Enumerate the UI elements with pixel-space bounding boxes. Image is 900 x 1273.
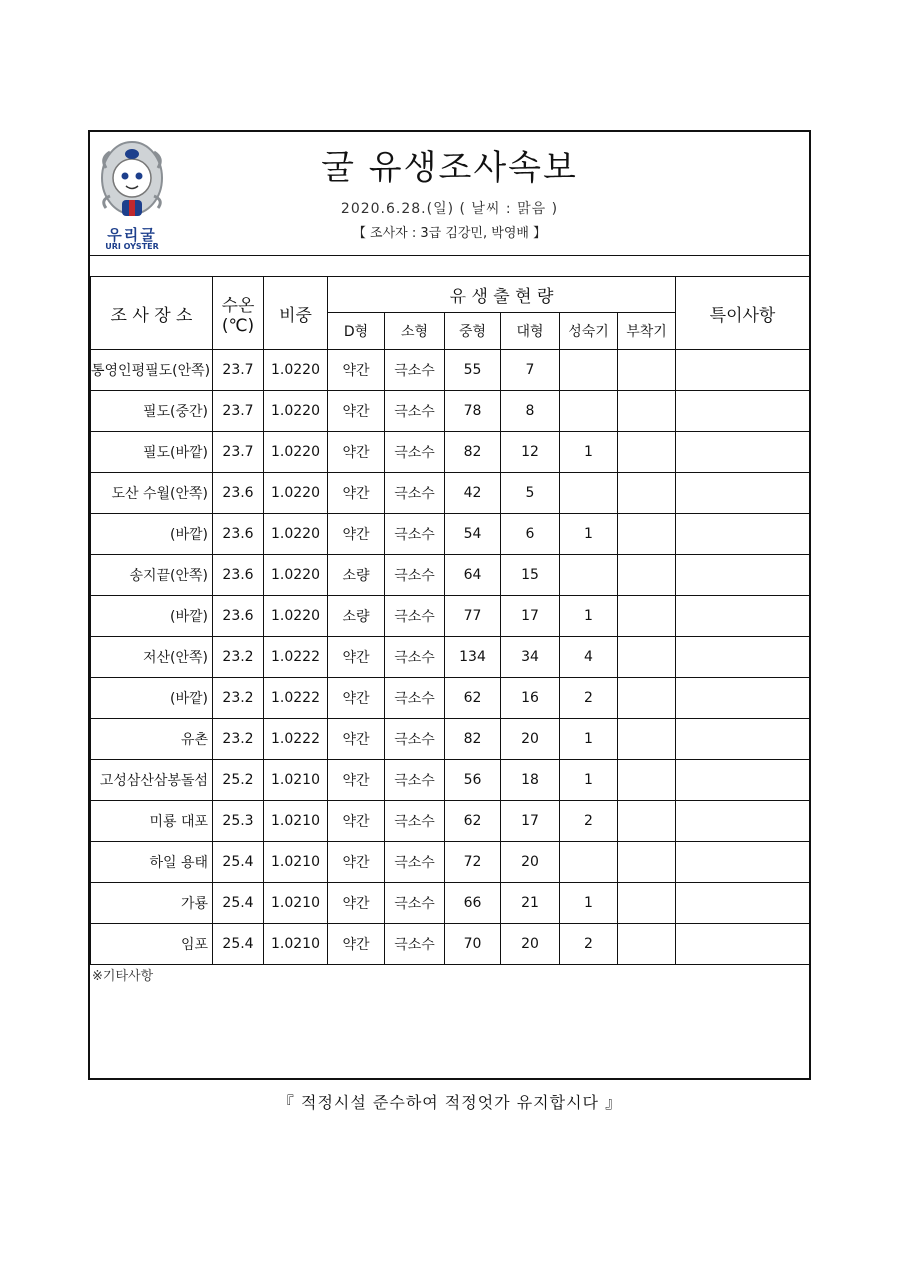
cell-location: 하일 용태 xyxy=(91,842,213,883)
table-row xyxy=(91,350,810,391)
table-row xyxy=(91,473,810,514)
cell-medium: 77 xyxy=(445,596,501,637)
report-frame xyxy=(88,130,811,1080)
cell-gravity: 1.0222 xyxy=(264,719,328,760)
cell-small: 극소수 xyxy=(385,760,445,801)
cell-water-temp: 23.6 xyxy=(213,514,264,555)
cell-small: 극소수 xyxy=(385,924,445,965)
cell-medium: 66 xyxy=(445,883,501,924)
cell-mature: 2 xyxy=(560,678,618,719)
cell-location: 통영인평필도(안쪽) xyxy=(91,350,213,391)
cell-mature: 2 xyxy=(560,924,618,965)
cell-gravity: 1.0210 xyxy=(264,801,328,842)
table-row xyxy=(91,883,810,924)
cell-small: 극소수 xyxy=(385,350,445,391)
survey-table-body xyxy=(91,350,810,965)
cell-mature: 1 xyxy=(560,596,618,637)
table-row xyxy=(91,842,810,883)
cell-water-temp: 23.6 xyxy=(213,555,264,596)
cell-d-type: 약간 xyxy=(328,637,385,678)
cell-attached xyxy=(618,596,676,637)
header-small: 소형 xyxy=(385,313,445,350)
cell-d-type: 약간 xyxy=(328,883,385,924)
cell-water-temp: 25.4 xyxy=(213,842,264,883)
cell-gravity: 1.0220 xyxy=(264,555,328,596)
cell-gravity: 1.0220 xyxy=(264,473,328,514)
cell-gravity: 1.0220 xyxy=(264,432,328,473)
cell-mature xyxy=(560,473,618,514)
cell-medium: 62 xyxy=(445,678,501,719)
cell-small: 극소수 xyxy=(385,842,445,883)
cell-location: (바깥) xyxy=(91,514,213,555)
cell-attached xyxy=(618,432,676,473)
cell-gravity: 1.0210 xyxy=(264,883,328,924)
footer-slogan: 『 적정시설 준수하여 적정엇가 유지합시다 』 xyxy=(277,1093,623,1112)
table-row xyxy=(91,924,810,965)
cell-mature xyxy=(560,555,618,596)
survey-date: 2020.6.28.(일) ( 날씨 : 맑음 ) xyxy=(340,201,559,217)
cell-d-type: 소량 xyxy=(328,555,385,596)
table-row xyxy=(91,514,810,555)
cell-attached xyxy=(618,514,676,555)
cell-d-type: 약간 xyxy=(328,842,385,883)
cell-large: 5 xyxy=(501,473,560,514)
notes-section xyxy=(90,961,809,1078)
cell-medium: 56 xyxy=(445,760,501,801)
cell-small: 극소수 xyxy=(385,432,445,473)
cell-mature: 1 xyxy=(560,883,618,924)
cell-large: 21 xyxy=(501,883,560,924)
cell-location: 저산(안쪽) xyxy=(91,637,213,678)
cell-d-type: 약간 xyxy=(328,473,385,514)
cell-water-temp: 23.2 xyxy=(213,637,264,678)
cell-location: 가룡 xyxy=(91,883,213,924)
cell-large: 8 xyxy=(501,391,560,432)
cell-attached xyxy=(618,760,676,801)
table-row xyxy=(91,596,810,637)
table-row xyxy=(91,637,810,678)
cell-small: 극소수 xyxy=(385,678,445,719)
cell-d-type: 소량 xyxy=(328,596,385,637)
inspector-line: 【 조사자 : 3급 김강민, 박영배 】 xyxy=(352,226,547,241)
table-row xyxy=(91,760,810,801)
header-larvae-group: 유 생 출 현 량 xyxy=(328,277,676,313)
table-row xyxy=(91,801,810,842)
cell-small: 극소수 xyxy=(385,801,445,842)
report-header xyxy=(90,132,809,255)
cell-d-type: 약간 xyxy=(328,514,385,555)
cell-large: 20 xyxy=(501,842,560,883)
cell-gravity: 1.0220 xyxy=(264,391,328,432)
logo-subtitle: URI OYSTER xyxy=(105,242,159,251)
header-water-temp-unit: (℃) xyxy=(221,315,255,336)
cell-water-temp: 23.7 xyxy=(213,391,264,432)
cell-attached xyxy=(618,842,676,883)
cell-d-type: 약간 xyxy=(328,678,385,719)
cell-large: 16 xyxy=(501,678,560,719)
cell-mature: 1 xyxy=(560,432,618,473)
cell-note xyxy=(676,596,810,637)
cell-medium: 55 xyxy=(445,350,501,391)
cell-water-temp: 23.6 xyxy=(213,473,264,514)
cell-small: 극소수 xyxy=(385,719,445,760)
cell-note xyxy=(676,350,810,391)
cell-medium: 134 xyxy=(445,637,501,678)
cell-note xyxy=(676,760,810,801)
cell-gravity: 1.0222 xyxy=(264,637,328,678)
cell-medium: 82 xyxy=(445,719,501,760)
header-location: 조 사 장 소 xyxy=(91,277,213,350)
header-d-type: D형 xyxy=(328,313,385,350)
cell-note xyxy=(676,842,810,883)
cell-large: 18 xyxy=(501,760,560,801)
cell-water-temp: 25.2 xyxy=(213,760,264,801)
cell-mature: 1 xyxy=(560,760,618,801)
cell-mature xyxy=(560,391,618,432)
header-divider xyxy=(90,255,809,256)
cell-d-type: 약간 xyxy=(328,432,385,473)
cell-large: 34 xyxy=(501,637,560,678)
cell-d-type: 약간 xyxy=(328,760,385,801)
table-row xyxy=(91,555,810,596)
cell-location: 송지끝(안쪽) xyxy=(91,555,213,596)
cell-note xyxy=(676,555,810,596)
header-mature: 성숙기 xyxy=(560,313,618,350)
header-notes: 특이사항 xyxy=(676,277,810,350)
cell-note xyxy=(676,432,810,473)
cell-attached xyxy=(618,678,676,719)
cell-large: 17 xyxy=(501,596,560,637)
cell-small: 극소수 xyxy=(385,637,445,678)
header-gravity: 비중 xyxy=(264,277,328,350)
cell-attached xyxy=(618,801,676,842)
cell-attached xyxy=(618,350,676,391)
cell-location: (바깥) xyxy=(91,678,213,719)
cell-water-temp: 25.3 xyxy=(213,801,264,842)
cell-water-temp: 23.2 xyxy=(213,678,264,719)
cell-location: 미룡 대포 xyxy=(91,801,213,842)
cell-medium: 82 xyxy=(445,432,501,473)
cell-water-temp: 25.4 xyxy=(213,924,264,965)
cell-note xyxy=(676,924,810,965)
header-water-temp xyxy=(213,277,264,350)
cell-gravity: 1.0210 xyxy=(264,842,328,883)
cell-medium: 42 xyxy=(445,473,501,514)
cell-note xyxy=(676,883,810,924)
cell-medium: 64 xyxy=(445,555,501,596)
cell-medium: 62 xyxy=(445,801,501,842)
cell-gravity: 1.0220 xyxy=(264,514,328,555)
cell-attached xyxy=(618,391,676,432)
cell-note xyxy=(676,473,810,514)
cell-attached xyxy=(618,719,676,760)
cell-mature: 2 xyxy=(560,801,618,842)
cell-location: 필도(바깥) xyxy=(91,432,213,473)
cell-gravity: 1.0210 xyxy=(264,760,328,801)
header-large: 대형 xyxy=(501,313,560,350)
cell-attached xyxy=(618,555,676,596)
cell-location: (바깥) xyxy=(91,596,213,637)
cell-water-temp: 23.7 xyxy=(213,432,264,473)
table-row xyxy=(91,432,810,473)
cell-attached xyxy=(618,473,676,514)
cell-note xyxy=(676,719,810,760)
header-water-temp-label: 수온 xyxy=(221,295,255,316)
cell-water-temp: 23.7 xyxy=(213,350,264,391)
cell-small: 극소수 xyxy=(385,473,445,514)
cell-d-type: 약간 xyxy=(328,801,385,842)
table-row xyxy=(91,678,810,719)
cell-mature xyxy=(560,350,618,391)
logo-name: 우리굴 xyxy=(107,226,157,244)
cell-d-type: 약간 xyxy=(328,391,385,432)
cell-attached xyxy=(618,883,676,924)
header-medium: 중형 xyxy=(445,313,501,350)
cell-gravity: 1.0210 xyxy=(264,924,328,965)
cell-medium: 78 xyxy=(445,391,501,432)
cell-d-type: 약간 xyxy=(328,350,385,391)
cell-location: 고성삼산삼봉돌섬 xyxy=(91,760,213,801)
cell-note xyxy=(676,637,810,678)
cell-small: 극소수 xyxy=(385,883,445,924)
table-row xyxy=(91,719,810,760)
cell-note xyxy=(676,391,810,432)
notes-label: ※기타사항 xyxy=(92,969,154,984)
cell-mature xyxy=(560,842,618,883)
cell-mature: 4 xyxy=(560,637,618,678)
cell-note xyxy=(676,801,810,842)
cell-large: 7 xyxy=(501,350,560,391)
cell-large: 20 xyxy=(501,924,560,965)
cell-gravity: 1.0220 xyxy=(264,350,328,391)
cell-mature: 1 xyxy=(560,514,618,555)
cell-note xyxy=(676,514,810,555)
cell-location: 유촌 xyxy=(91,719,213,760)
cell-small: 극소수 xyxy=(385,596,445,637)
cell-water-temp: 23.6 xyxy=(213,596,264,637)
cell-large: 6 xyxy=(501,514,560,555)
cell-small: 극소수 xyxy=(385,555,445,596)
cell-location: 필도(중간) xyxy=(91,391,213,432)
cell-location: 도산 수월(안쪽) xyxy=(91,473,213,514)
cell-gravity: 1.0222 xyxy=(264,678,328,719)
cell-large: 15 xyxy=(501,555,560,596)
cell-large: 20 xyxy=(501,719,560,760)
table-row xyxy=(91,391,810,432)
cell-note xyxy=(676,678,810,719)
cell-small: 극소수 xyxy=(385,391,445,432)
cell-large: 12 xyxy=(501,432,560,473)
page-title: 굴 유생조사속보 xyxy=(321,148,578,188)
cell-attached xyxy=(618,637,676,678)
cell-d-type: 약간 xyxy=(328,719,385,760)
cell-medium: 54 xyxy=(445,514,501,555)
cell-attached xyxy=(618,924,676,965)
cell-large: 17 xyxy=(501,801,560,842)
cell-gravity: 1.0220 xyxy=(264,596,328,637)
cell-d-type: 약간 xyxy=(328,924,385,965)
cell-location: 임포 xyxy=(91,924,213,965)
cell-mature: 1 xyxy=(560,719,618,760)
header-attached: 부착기 xyxy=(618,313,676,350)
cell-medium: 70 xyxy=(445,924,501,965)
cell-small: 극소수 xyxy=(385,514,445,555)
cell-water-temp: 23.2 xyxy=(213,719,264,760)
cell-medium: 72 xyxy=(445,842,501,883)
cell-water-temp: 25.4 xyxy=(213,883,264,924)
survey-table xyxy=(90,276,810,965)
